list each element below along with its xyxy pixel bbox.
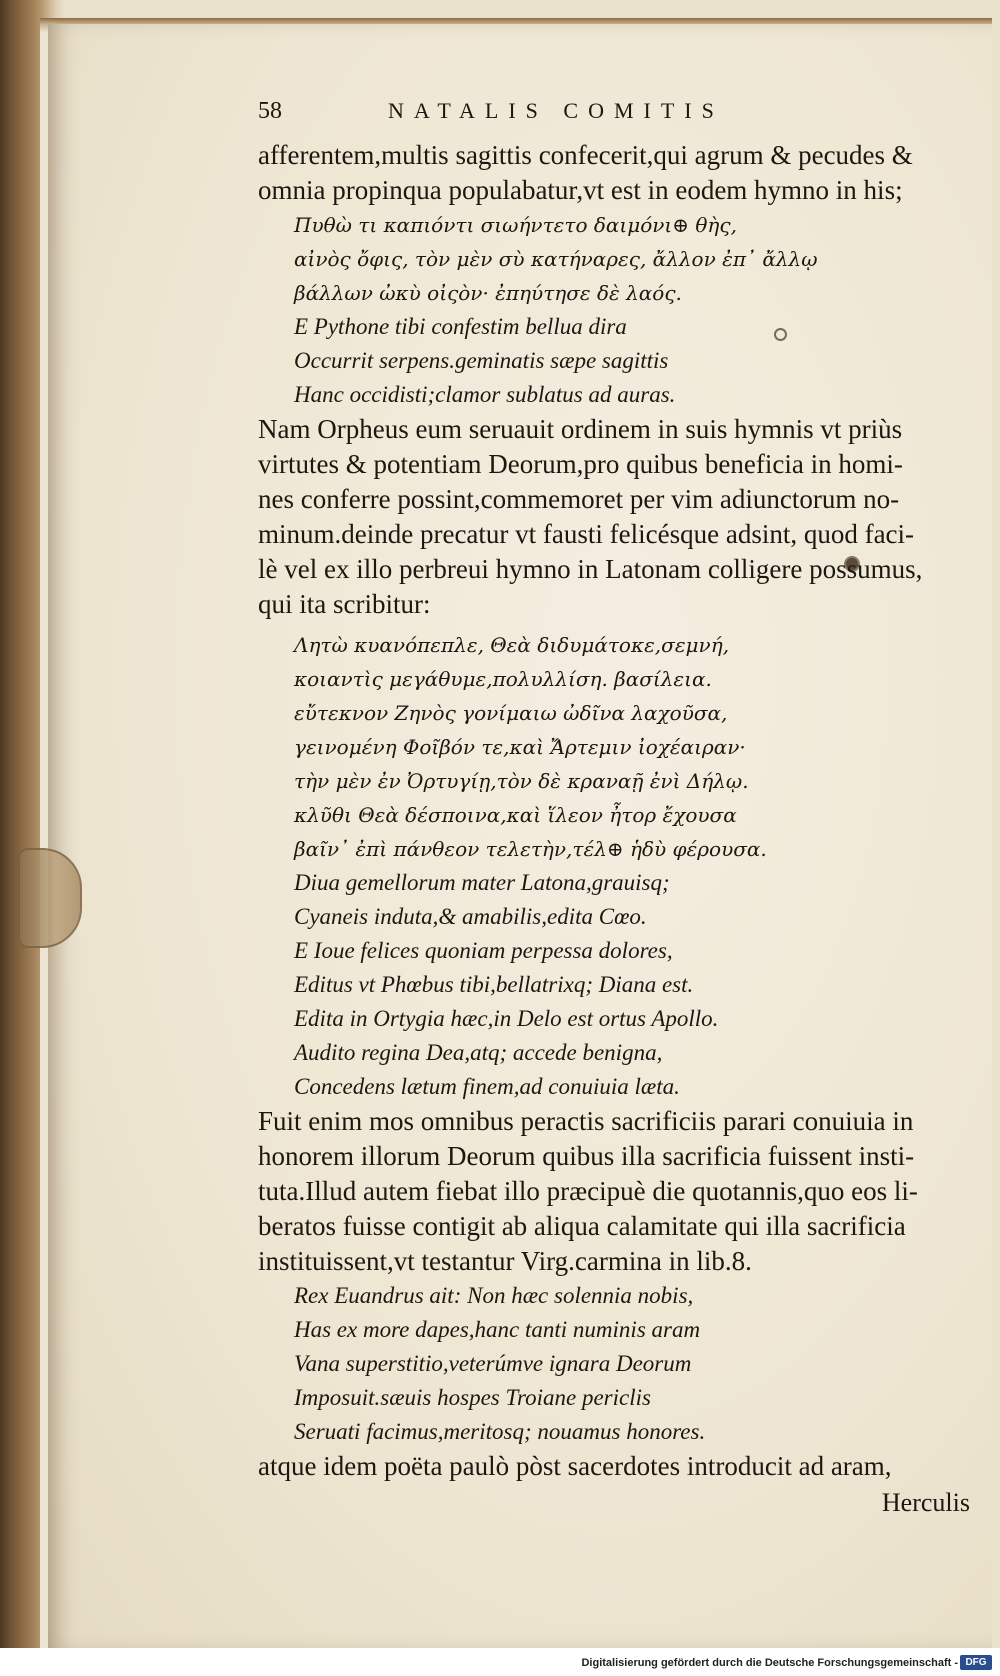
page-number: 58 <box>258 98 282 124</box>
text-line: qui ita scribitur: <box>258 589 431 619</box>
footer-bar <box>0 1650 1000 1676</box>
greek-line: Λητὼ κυανόπεπλε, Θεὰ διδυμάτοκε,σεμνή, <box>294 633 730 657</box>
text-line: beratos fuisse contigit ab aliqua calamitate qui illa sacrificia <box>258 1211 906 1241</box>
text-line: omnia propinqua populabatur,vt est in eodem hymno in his; <box>258 175 903 205</box>
latin-verse-line: Audito regina Dea,atq; accede benigna, <box>294 1040 663 1065</box>
text-line: honorem illorum Deorum quibus illa sacrificia fuissent insti- <box>258 1141 915 1171</box>
latin-verse-line: Cyaneis induta,& amabilis,edita Cœo. <box>294 904 647 929</box>
latin-verse-line: Occurrit serpens.geminatis sæpe sagittis <box>294 348 669 373</box>
catchword: Herculis <box>881 1488 970 1517</box>
latin-verse-line: Hanc occidisti;clamor sublatus ad auras. <box>294 382 676 407</box>
greek-line: κλῦθι Θεὰ δέσποινα,καὶ ἵλεον ἦτορ ἔχουσα <box>294 803 737 827</box>
running-head: NATALIS COMITIS <box>388 98 724 123</box>
greek-line: τὴν μὲν ἐν Ὀρτυγίῃ,τὸν δὲ κραναῇ ἐνὶ Δήλῳ. <box>294 769 749 793</box>
latin-verse-line: Edita in Ortygia hæc,in Delo est ortus Apollo. <box>294 1006 719 1031</box>
text-line: nes conferre possint,commemoret per vim adiunctorum no- <box>258 484 900 514</box>
funding-credit: Digitalisierung gefördert durch die Deutsche Forschungsgemeinschaft - <box>581 1657 958 1669</box>
book-clasp <box>18 848 82 948</box>
latin-verse-line: Rex Euandrus ait: Non hæc solennia nobis, <box>294 1283 694 1308</box>
latin-verse-line: Diua gemellorum mater Latona,grauisq; <box>294 870 670 895</box>
greek-line: βάλλων ὠκὺ οἰςὸν· ἐπηύτησε δὲ λαός. <box>294 281 682 305</box>
greek-line: Πυθὼ τι καπιόντι σιωήντετο δαιμόνι⊕ θὴς, <box>294 213 737 237</box>
greek-line: βαῖν᾽ ἐπὶ πάνθεον τελετὴν,τέλ⊕ ἡδὺ φέρουσα. <box>294 837 767 861</box>
text-line: tuta.Illud autem fiebat illo præcipuè die quotannis,quo eos li- <box>258 1176 918 1206</box>
text-line: Nam Orpheus eum seruauit ordinem in suis hymnis vt priùs <box>258 414 903 444</box>
page-header <box>258 98 970 138</box>
text-line: virtutes & potentiam Deorum,pro quibus beneficia in homi- <box>258 449 903 479</box>
greek-line: αἰνὸς ὄφις, τὸν μὲν σὺ κατήναρες, ἄλλον ἐπ᾽ ἄλλῳ <box>294 247 818 271</box>
text-line: Fuit enim mos omnibus peractis sacrificiis parari conuiuia in <box>258 1106 914 1136</box>
latin-verse-line: E Pythone tibi confestim bellua dira <box>294 314 627 339</box>
greek-line: εὔτεκνον Ζηνὸς γονίμαιω ὠδῖνα λαχοῦσα, <box>294 701 728 725</box>
latin-verse-line: Vana superstitio,veterúmve ignara Deorum <box>294 1351 692 1376</box>
text-line: minum.deinde precatur vt fausti felicésque adsint, quod faci- <box>258 519 915 549</box>
latin-verse-line: E Ioue felices quoniam perpessa dolores, <box>294 938 673 963</box>
text-line: afferentem,multis sagittis confecerit,qui agrum & pecudes & <box>258 140 913 170</box>
text-line: lè vel ex illo perbreui hymno in Latonam colligere possumus, <box>258 554 923 584</box>
text-line: instituissent,vt testantur Virg.carmina in lib.8. <box>258 1246 752 1276</box>
text-block <box>258 98 970 1520</box>
text-line: atque idem poëta paulò pòst sacerdotes introducit ad aram, <box>258 1451 892 1481</box>
greek-line: γεινομένη Φοῖβόν τε,καὶ Ἄρτεμιν ἰοχέαιραν· <box>294 735 746 759</box>
greek-line: κοιαντὶς μεγάθυμε,πολυλλίση. βασίλεια. <box>294 667 712 691</box>
latin-verse-line: Imposuit.sæuis hospes Troiane periclis <box>294 1385 651 1410</box>
latin-verse-line: Seruati facimus,meritosq; nouamus honores. <box>294 1419 706 1444</box>
latin-verse-line: Concedens lætum finem,ad conuiuia læta. <box>294 1074 680 1099</box>
dfg-logo: DFG <box>960 1655 992 1670</box>
latin-verse-line: Editus vt Phœbus tibi,bellatrixq; Diana est. <box>294 972 694 997</box>
latin-verse-line: Has ex more dapes,hanc tanti numinis aram <box>294 1317 701 1342</box>
